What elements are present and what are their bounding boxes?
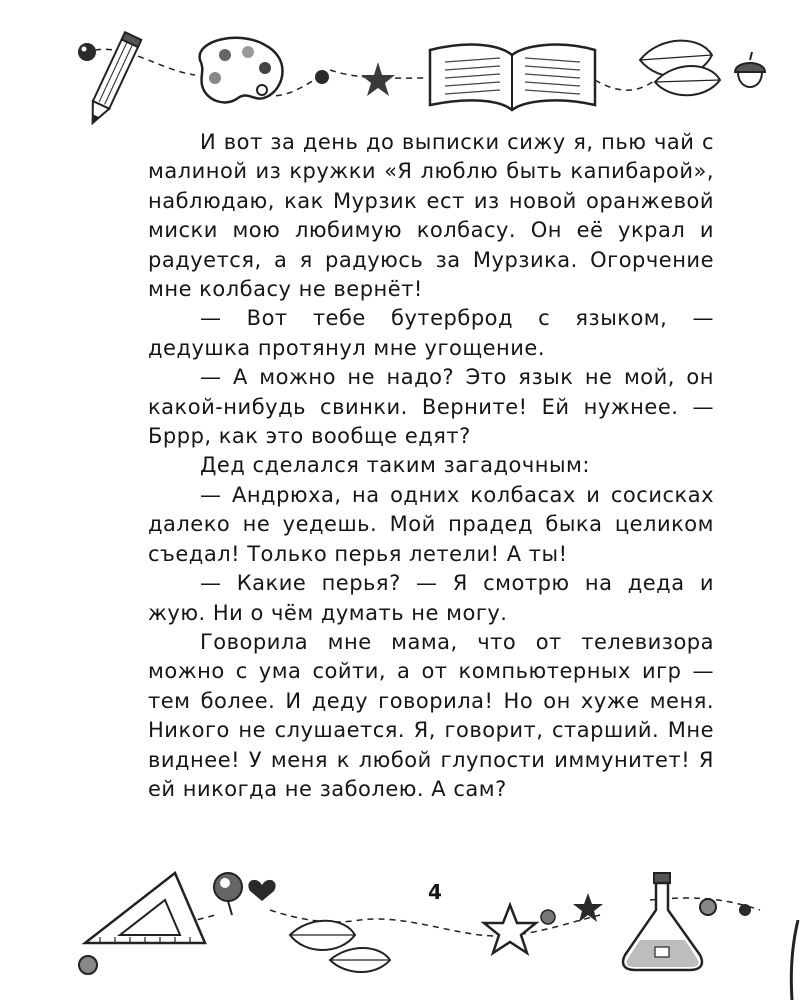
set-square-icon: [85, 873, 205, 943]
paragraph: — Какие перья? — Я смотрю на деда и жую. Ни о чём думать не могу.: [148, 571, 714, 625]
leaf-icon: [640, 41, 720, 96]
flask-icon: [623, 873, 702, 970]
paragraph: И вот за день до выписки сижу я, пью чай с малиной из кружки «Я люблю быть капибарой», наблюдаю, как Мурзик ест из новой оранжевой миски мою любимую колбасу. Он её украл и радуется, а я радуюсь за Мурзика. Огорчение мне колбасу не вернёт!: [148, 130, 714, 302]
bead-icon: [541, 910, 555, 924]
spinning-top-icon: [214, 873, 242, 915]
bead-icon: [78, 43, 96, 61]
paragraph: — Вот тебе бутерброд с языком, — дедушка протянул мне угощение.: [148, 306, 714, 360]
heart-icon: [248, 880, 275, 901]
paragraph: — А можно не надо? Это язык не мой, он какой-нибудь свинки. Верните! Ей нужнее. — Бррр, как это вообще едят?: [148, 365, 714, 449]
acorn-icon: [735, 52, 765, 87]
star-icon: [484, 905, 536, 953]
bottom-decorative-border: [0, 855, 800, 1000]
star-icon: [361, 62, 395, 96]
page-edge-mark: [786, 920, 800, 1000]
paragraph: Дед сделался таким загадочным:: [200, 453, 590, 478]
bead-icon: [79, 956, 97, 974]
open-book-icon: [430, 45, 595, 110]
top-decorative-border: [0, 0, 800, 135]
bead-icon: [315, 70, 329, 84]
paragraph: — Андрюха, на одних колбасах и сосисках далеко не уедешь. Мой прадед быка целиком съедал! Только перья летели! А ты!: [148, 482, 714, 566]
bead-icon: [700, 899, 751, 916]
paragraph: Говорила мне мама, что от телевизора можно с ума сойти, а от компьютерных игр — тем более. И деду говорила! Но он хуже меня. Никого не слушается. Я, говорит, старший. Мне виднее! У меня к любой глупости иммунитет! Я ей никогда не заболею. А сам?: [148, 629, 714, 801]
leaf-icon: [290, 921, 390, 972]
paint-palette-icon: [200, 38, 283, 103]
page-number: 4: [428, 880, 442, 904]
story-text: [148, 128, 714, 804]
